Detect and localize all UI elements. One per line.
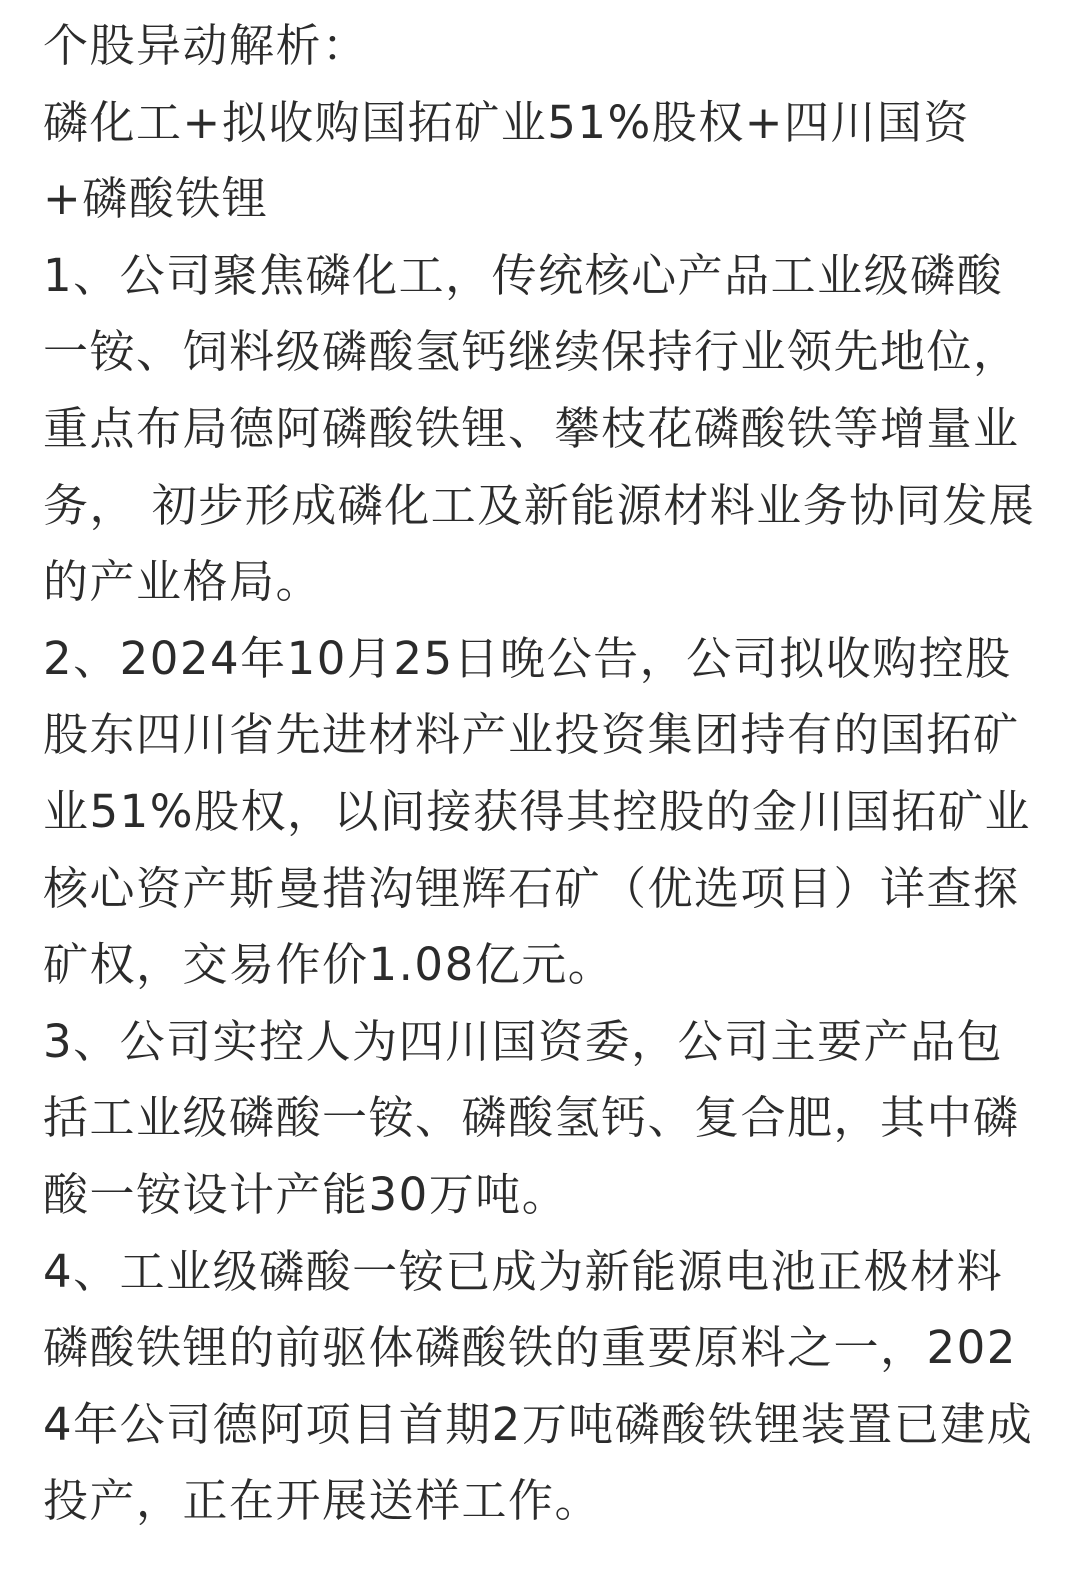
point-3: 3、公司实控人为四川国资委，公司主要产品包括工业级磷酸一铵、磷酸氢钙、复合肥，其中磷酸一铵设计产能30万吨。	[43, 1014, 1020, 1221]
point-2: 2、2024年10月25日晚公告，公司拟收购控股股东四川省先进材料产业投资集团持有的国拓矿业51%股权，以间接获得其控股的金川国拓矿业核心资产斯曼措沟锂辉石矿（优选项目）详查探矿权，交易作价1.08亿元。	[43, 631, 1032, 992]
article-summary: 磷化工+拟收购国拓矿业51%股权+四川国资+磷酸铁锂	[43, 95, 970, 226]
article-heading: 个股异动解析：	[43, 19, 369, 72]
point-1: 1、公司聚焦磷化工，传统核心产品工业级磷酸一铵、饲料级磷酸氢钙继续保持行业领先地位，重点布局德阿磷酸铁锂、攀枝花磷酸铁等增量业务， 初步形成磷化工及新能源材料业务协同发展的产业格局。	[43, 248, 1036, 609]
point-4: 4、工业级磷酸一铵已成为新能源电池正极材料磷酸铁锂的前驱体磷酸铁的重要原料之一，2024年公司德阿项目首期2万吨磷酸铁锂装置已建成投产，正在开展送样工作。	[43, 1244, 1034, 1528]
